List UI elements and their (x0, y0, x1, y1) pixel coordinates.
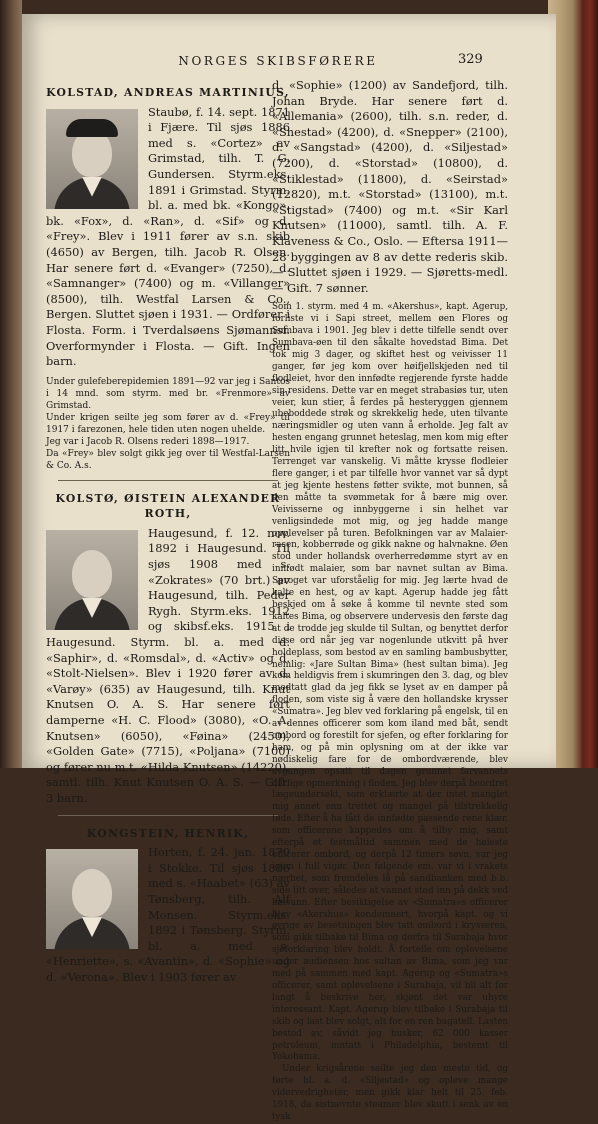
entry-notes-kolstad (46, 376, 290, 472)
portrait-photo-kongstein (46, 849, 138, 949)
running-title: NORGES SKIBSFØRERE (178, 54, 378, 68)
book-binding (0, 0, 22, 768)
divider (58, 815, 278, 816)
narrative-paragraph: Som 1. styrm. med 4 m. «Akershus», kapt. Agerup, forliste vi i Sapi street, mellem øen Flores og Sumbava i 1901. Jeg blev i dette tilfelle sendt over Sumbava-øen til den såkalte hovedstad Bima. Det tok mig 3 dager, og skiftet hest og veivisser 11 ganger, før jeg kom over høifjellskjeden ned til flodleiet, hvor den innfødte regjerende fyrste hadde sin residens. Dette var en meget strabasiøs tur, uten veier, kun stier, å ferdes på hesteryggen gjennem ubeboddede strøk og skrekkelig hede, uten tilvante næringsmidler og uten vann å erholde. Jeg falt av hesten engang grunnet heteslag, men kom mig efter litt hvile igjen til krefter nok og fortsatte reisen. Terrenget var vanskelig. Vi måtte krysse flodleier flere ganger, i et par tilfelle hvor vannet var så dypt at jeg kjente hestens føtter svikte, mot bunnen, så den måtte ta svømmetak for å bære mig over. Veivisserne og innbyggerne i sin helhet var venligsindede mot mig, og jeg hadde mange opplevelser på turen. Befolkningen var av Malaier-rasen, kobberrøde og gikk nakne og halvnakne. Øen stod under hollandsk overherredømme styrt av en innfødt malaier, som bar navnet sultan av Bima. Sproget var uforståelig for mig. Jeg lærte hvad de kalte en hest, og av kapt. Agerup hadde jeg fått beskjed om å søke å komme til nevnte sted som kaltes Bima, og observere undervesis den første dag at de trodde jeg skulde til Sultan, og benyttet derfor disse ord når jeg var nogenlunde utkvitt på hver holdeplass, som bestod av en samling bambusbytter, nemlig: «Jare Sultan Bima» (hest sultan bima). Jeg kom heldigvis frem i skumringen den 3. dag, og blev modtatt glad da jeg fikk se lyset av en damper på floden, som viste sig å være den hollandske krysser «Sumatra». Jeg blev ved forklaring på engelsk, til en av dennes officerer som kom iland med båt, sendt ombord og forestilt for sjefen, og efter forklaring for ham, og på min oplysning om at der ikke var nødiskelig fare for de ombordværende, blev avgangen opsatt til dagen grunnet farvannets dårlige opmerkning i floden. Jeg blev derpå beordret lægeundersøkt, som erklærte at der intet manglet mig annet enn trettet og mangel på tilstrekkelig føde. Efter å ha fått de innfødte passende rene klær, som officerene kappedes om å tilby mig, samt efterpå et festmåltid sammen med de høieste officerer ombord, og derpå 12 timers søvn, var jeg igjen i full vigør. Den følgende em. var vi i vrakets nærhet, som fremdeles lå på sandbanken med b.b. side litt over, således at vannet stod inn på dekk ved høivann. Efter besiktigelse av «Sumatra»s officerer blev «Akershus» kondemnert, hvorpå kapt. og vi øvrige av besetningen blev tatt ombord i krysseren, som gikk tilbake til Bima og derfra til Surabaja hvor sjøforklaring blev holdt. Å fortelle om oplevelsene under audiensen hos sultan av Bima, som jeg var med på sammen med kapt. Agerup og «Sumatra»s officerer, samt oplevelsene i Surabaja, vil bli alt for langt å beskrive her, skjønt det var uhyre interessant. Kapt. Agerup blev tilbake i Surabaja til skib og last blev solgt, alt for en ren bagatell. Lasten bestod av, såvidt jeg husker, 62 000 kasser petroleum, inntatt i Philadelphia, bestemt til Yokohama. (272, 302, 508, 1063)
note: Under krigen seilte jeg som fører av d. «Frey» til 1917 i farezonen, hele tiden uten nogen uhelde. (46, 412, 290, 435)
entry-title-kolsto: KOLSTØ, ØISTEIN ALEXANDER ROTH, (55, 491, 281, 521)
portrait-photo-kolstad (46, 109, 138, 209)
book-page (22, 14, 556, 1122)
divider (58, 480, 278, 481)
right-column (272, 78, 508, 1124)
entry-title-kolstad: KOLSTAD, ANDREAS MARTINIUS, (46, 86, 290, 99)
entry-body-kongstein: Horten, f. 24. jan. 1870 i Stokke. Til sjøs 1886 med s. «Haabet» (63) av Tønsberg, tilh. Alf Monsen. Styrm.eks. 1892 i Tønsberg. Styrm. bl. a. med s. «Henriette», s. «Avantin», d. «Sophie» og d. «Verona». Blev i 1903 fører av (46, 845, 290, 984)
entry-title-kongstein: KONGSTEIN, HENRIK, (86, 826, 250, 840)
narrative-paragraph: Under krigsårene seilte jeg den meste tid, og førte bl. a. d. «Siljestad» og opleve mange vidervedrigheter, men gikk klar helt til 25. feb. 1918, da sistnevnte steamer blev skutt i senk av en tysk (272, 1064, 508, 1122)
page-number: 329 (458, 52, 483, 67)
portrait-photo-kolsto (46, 530, 138, 630)
left-column (46, 81, 290, 986)
note: Under gulefeberepidemien 1891—92 var jeg i Santos i 14 mnd. som styrm. med br. «Frenmore» av Grimstad. (46, 376, 290, 411)
note: Da «Frey» blev solgt gikk jeg over til Westfal-Larsen & Co. A.s. (46, 448, 290, 471)
entry-body-kolsto: Haugesund, f. 12. nov. 1892 i Haugesund. Til sjøs 1908 med s. «Zokrates» (70 brt.) av Haugesund, tilh. Peder Rygh. Styrm.eks. 1912 og skibsf.eks. 1915 i Haugesund. Styrm. bl. a. med d. «Saphir», d. «Romsdal», d. «Activ» og d. «Stolt-Nielsen». Blev i 1920 fører av d. «Varøy» (635) av Haugesund, tilh. Knut Knutsen O. A. S. Har senere ført damperne «H. C. Flood» (3080), «O. A. Knutsen» (6050), «Føina» (2450), «Golden Gate» (7715), «Poljana» (7100) og fører nu m.t. «Hilda Knutsen» (14220), samtl. tilh. Knut Knutsen O. A. S. — Gift. 3 barn. (46, 525, 290, 805)
entry-body-kolstad: Staubø, f. 14. sept. 1871 i Fjære. Til sjøs 1886 med s. «Cortez» av Grimstad, tilh. T. G. Gundersen. Styrm.eks. 1891 i Grimstad. Styrm. bl. a. med bk. «Kongo», bk. «Fox», d. «Ran», d. «Sif» og d. «Frey». Blev i 1911 fører av s.n. skib (4650) av Bergen, tilh. Jacob R. Olsen. Har senere ført d. «Evanger» (7250), d. «Samnanger» (7400) og m. «Villanger» (8500), tilh. Westfal Larsen & Co., Bergen. Sluttet sjøen i 1931. — Ordfører i Flosta. Form. i Tverdalsøens Sjømannsf. Overformynder i Flosta. — Gift. Ingen barn. (46, 104, 290, 369)
note: Jeg var i Jacob R. Olsens rederi 1898—1917. (46, 436, 250, 447)
entry-continuation-kongstein: d. «Sophie» (1200) av Sandefjord, tilh. Johan Bryde. Har senere ført d. «Allemania» (2600), tilh. s.n. reder, d. «Snestad» (4200), d. «Snepper» (2100), d. «Sangstad» (4200), d. «Siljestad» (7200), d. «Storstad» (10800), d. «Stiklestad» (11800), d. «Seirstad» (12820), m.t. «Storstad» (13100), m.t. «Stigstad» (7400) og m.t. «Sir Karl Knutsen» (11000), samtl. tilh. A. F. Klaveness & Co., Oslo. — Eftersa 1911—28 byggingen av 8 av dette rederis skib. — Sluttet sjøen i 1929. — Sjøretts-medl. — Gift. 7 sønner. (272, 78, 508, 295)
